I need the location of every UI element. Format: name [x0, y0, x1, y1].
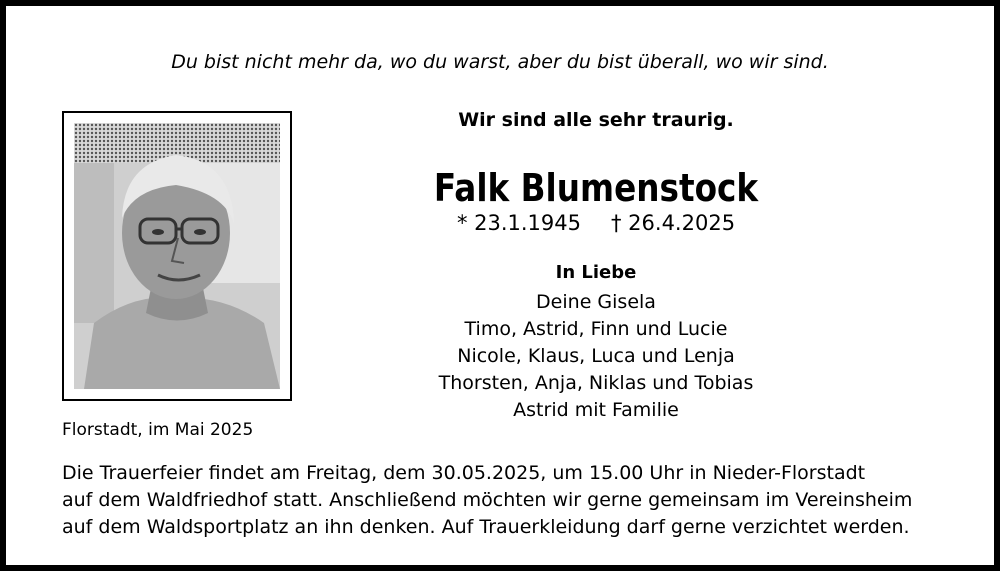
in-love-heading: In Liebe	[555, 262, 637, 283]
mourner-line: Nicole, Klaus, Luca und Lenja	[457, 345, 735, 367]
mourners-list	[386, 289, 806, 424]
death-date: † 26.4.2025	[611, 211, 736, 235]
headline: Wir sind alle sehr traurig.	[458, 109, 734, 131]
portrait-photo	[74, 123, 280, 389]
mourner-line: Deine Gisela	[536, 291, 656, 313]
deceased-name: Falk Blumenstock	[433, 166, 759, 210]
ceremony-line: auf dem Waldfriedhof statt. Anschließend möchten wir gerne gemeinsam im Vereinsheim	[62, 489, 913, 511]
birth-date: * 23.1.1945	[456, 211, 581, 235]
place-and-date: Florstadt, im Mai 2025	[62, 420, 254, 440]
mourner-line: Astrid mit Familie	[513, 399, 679, 421]
portrait-frame	[62, 111, 292, 401]
ceremony-line: Die Trauerfeier findet am Freitag, dem 30.05.2025, um 15.00 Uhr in Nieder-Florstadt	[62, 462, 866, 484]
mourner-line: Timo, Astrid, Finn und Lucie	[464, 318, 728, 340]
memorial-quote: Du bist nicht mehr da, wo du warst, aber du bist überall, wo wir sind.	[171, 51, 829, 73]
ceremony-info	[62, 460, 962, 541]
ceremony-line: auf dem Waldsportplatz an ihn denken. Auf Trauerkleidung darf gerne verzichtet werden.	[62, 516, 910, 538]
mourner-line: Thorsten, Anja, Niklas und Tobias	[438, 372, 754, 394]
life-dates	[386, 211, 806, 235]
